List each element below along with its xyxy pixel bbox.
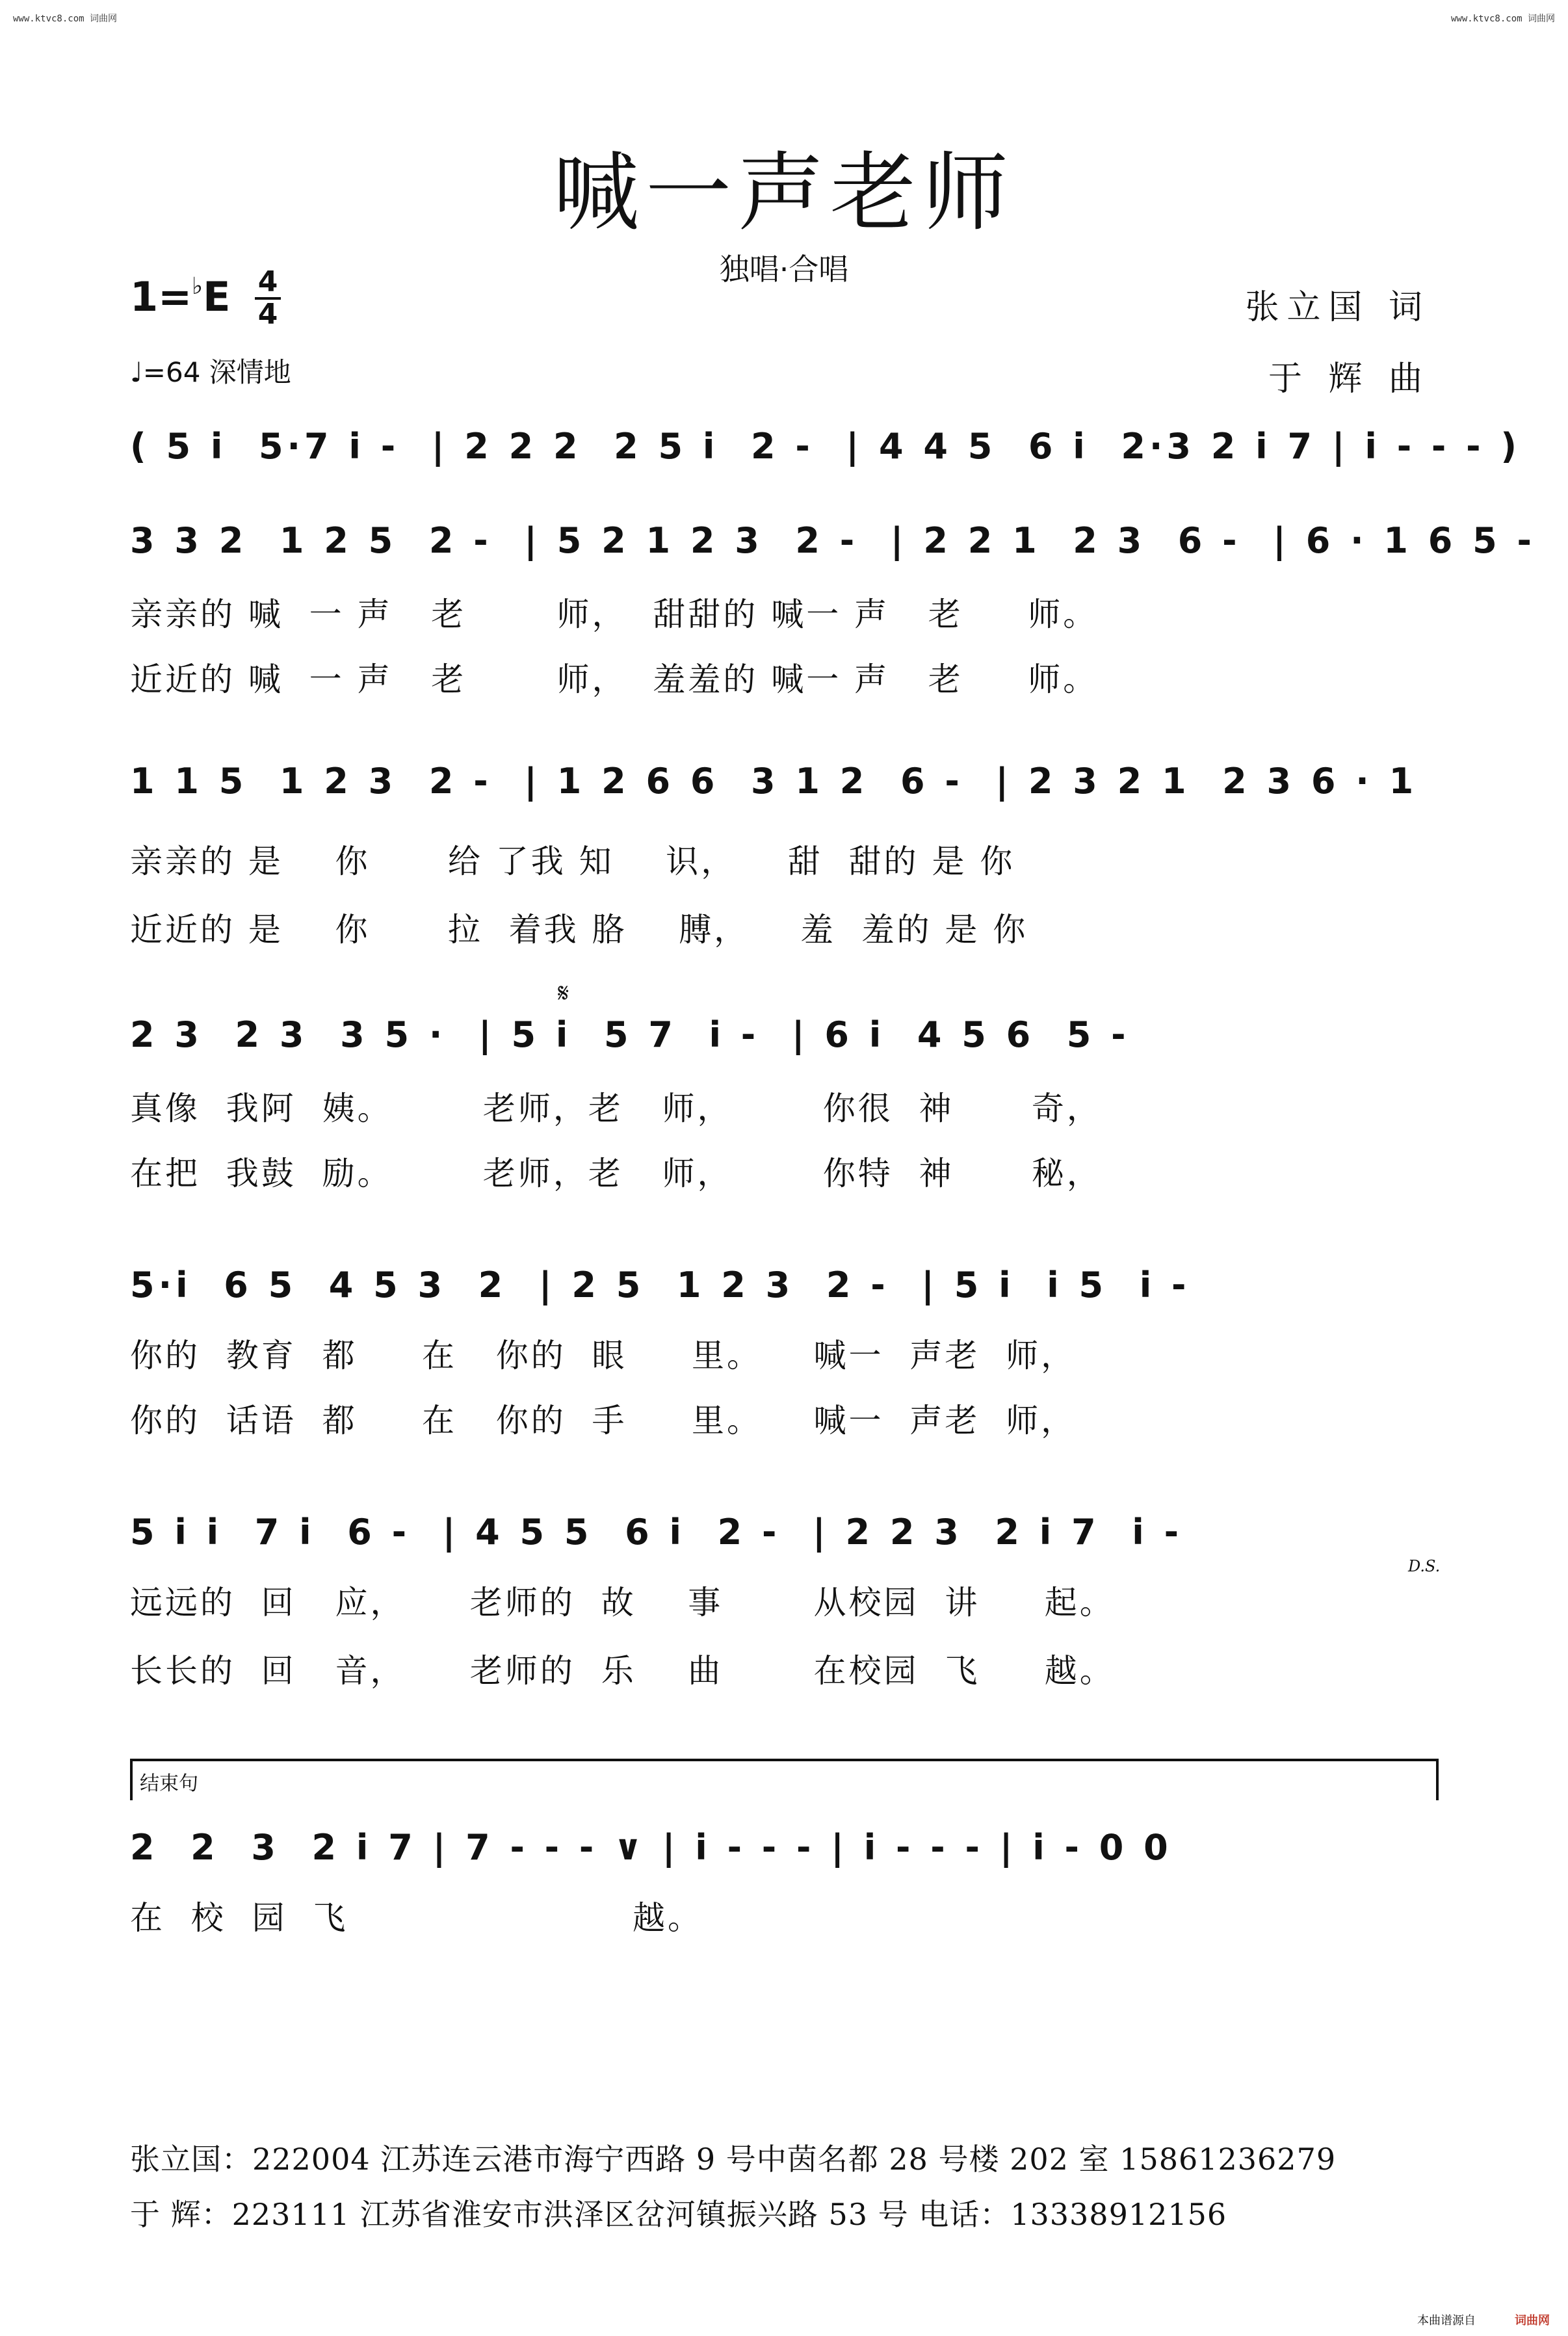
key-letter: E	[203, 273, 231, 321]
lyrics-system-6-verse-1: 远远的 回 应， 老师的 故 事 从校园 讲 起。	[130, 1584, 1115, 1621]
composer: 于 辉 曲	[1268, 360, 1430, 399]
song-title: 喊一声老师	[553, 143, 1015, 243]
lyrics-system-3-verse-1: 亲亲的 是 你 给 了我 知 识， 甜 甜的 是 你	[130, 843, 1015, 880]
lyrics-system-6-verse-2: 长长的 回 音， 老师的 乐 曲 在校园 飞 越。	[130, 1652, 1115, 1690]
notes-system-6: 5 i i 7 i 6 - | 4 5 5 6 i 2 - | 2 2 3 2 i 7 i -	[130, 1512, 1183, 1553]
lyrics-system-3-verse-2: 近近的 是 你 拉 着我 胳 膊， 羞 羞的 是 你	[130, 911, 1028, 949]
site-header-right: www.ktvc8.com 词曲网	[1450, 14, 1555, 24]
key-signature	[130, 273, 230, 321]
lyrics-ending: 在 校 园 飞 越。	[130, 1899, 703, 1937]
tempo-marking: ♩=64 深情地	[130, 356, 291, 388]
notes-system-5: 5·i 6 5 4 5 3 2 | 2 5 1 2 3 2 - | 5 i i 5 i -	[130, 1265, 1190, 1306]
footer-source: 本曲谱源自	[1417, 2314, 1476, 2328]
ds-marking: D.S.	[1408, 1557, 1441, 1575]
notes-ending: 2 2 3 2 i 7 | 7 - - - ∨ | i - - - | i - - - | i - 0 0	[130, 1827, 1172, 1868]
lyrics-system-4-verse-1: 真像 我阿 姨。 老师，老 师， 你很 神 奇，	[130, 1090, 1102, 1127]
address-composer: 于 辉：223111 江苏省淮安市洪泽区岔河镇振兴路 53 号 电话：13338912156	[130, 2197, 1227, 2232]
flat-sign: ♭	[192, 273, 203, 300]
footer-brand: 词曲网	[1515, 2314, 1550, 2328]
time-top: 4	[257, 265, 278, 298]
notes-system-4: 2 3 2 3 3 5 · | 5 i 5 7 i - | 6 i 4 5 6 5 -	[130, 1014, 1130, 1055]
ending-bracket	[130, 1759, 1439, 1800]
lyrics-system-2-verse-2: 近近的 喊 一 声 老 师， 羞羞的 喊一 声 老 师。	[130, 661, 1099, 698]
lyrics-system-5-verse-1: 你的 教育 都 在 你的 眼 里。 喊一 声老 师，	[130, 1337, 1077, 1374]
address-lyricist: 张立国：222004 江苏连云港市海宁西路 9 号中茵名都 28 号楼 202 室 15861236279	[130, 2142, 1337, 2177]
lyricist: 张立国 词	[1245, 288, 1430, 327]
lyrics-system-2-verse-1: 亲亲的 喊 一 声 老 师， 甜甜的 喊一 声 老 师。	[130, 596, 1099, 633]
song-subtitle: 独唱·合唱	[719, 252, 849, 287]
segno-sign: 𝄋	[558, 978, 569, 1008]
lyrics-system-4-verse-2: 在把 我鼓 励。 老师，老 师， 你特 神 秘，	[130, 1155, 1102, 1192]
time-bottom: 4	[257, 298, 278, 331]
notes-system-2: 3 3 2 1 2 5 2 - | 5 2 1 2 3 2 - | 2 2 1 2 3 6 - | 6 · 1 6 5 -	[130, 520, 1535, 561]
notes-system-3: 1 1 5 1 2 3 2 - | 1 2 6 6 3 1 2 6 - | 2 3 2 1 2 3 6 · 1	[130, 761, 1418, 802]
time-signature	[255, 265, 281, 331]
notes-system-1: ( 5 i 5·7 i - | 2 2 2 2 5 i 2 - | 4 4 5 6 i 2·3 2 i 7 | i - - - )	[130, 426, 1521, 467]
lyrics-system-5-verse-2: 你的 话语 都 在 你的 手 里。 喊一 声老 师，	[130, 1402, 1077, 1439]
ending-label: 结束句	[140, 1772, 198, 1795]
site-header-left: www.ktvc8.com 词曲网	[13, 14, 118, 24]
key-prefix: 1=	[130, 273, 192, 321]
